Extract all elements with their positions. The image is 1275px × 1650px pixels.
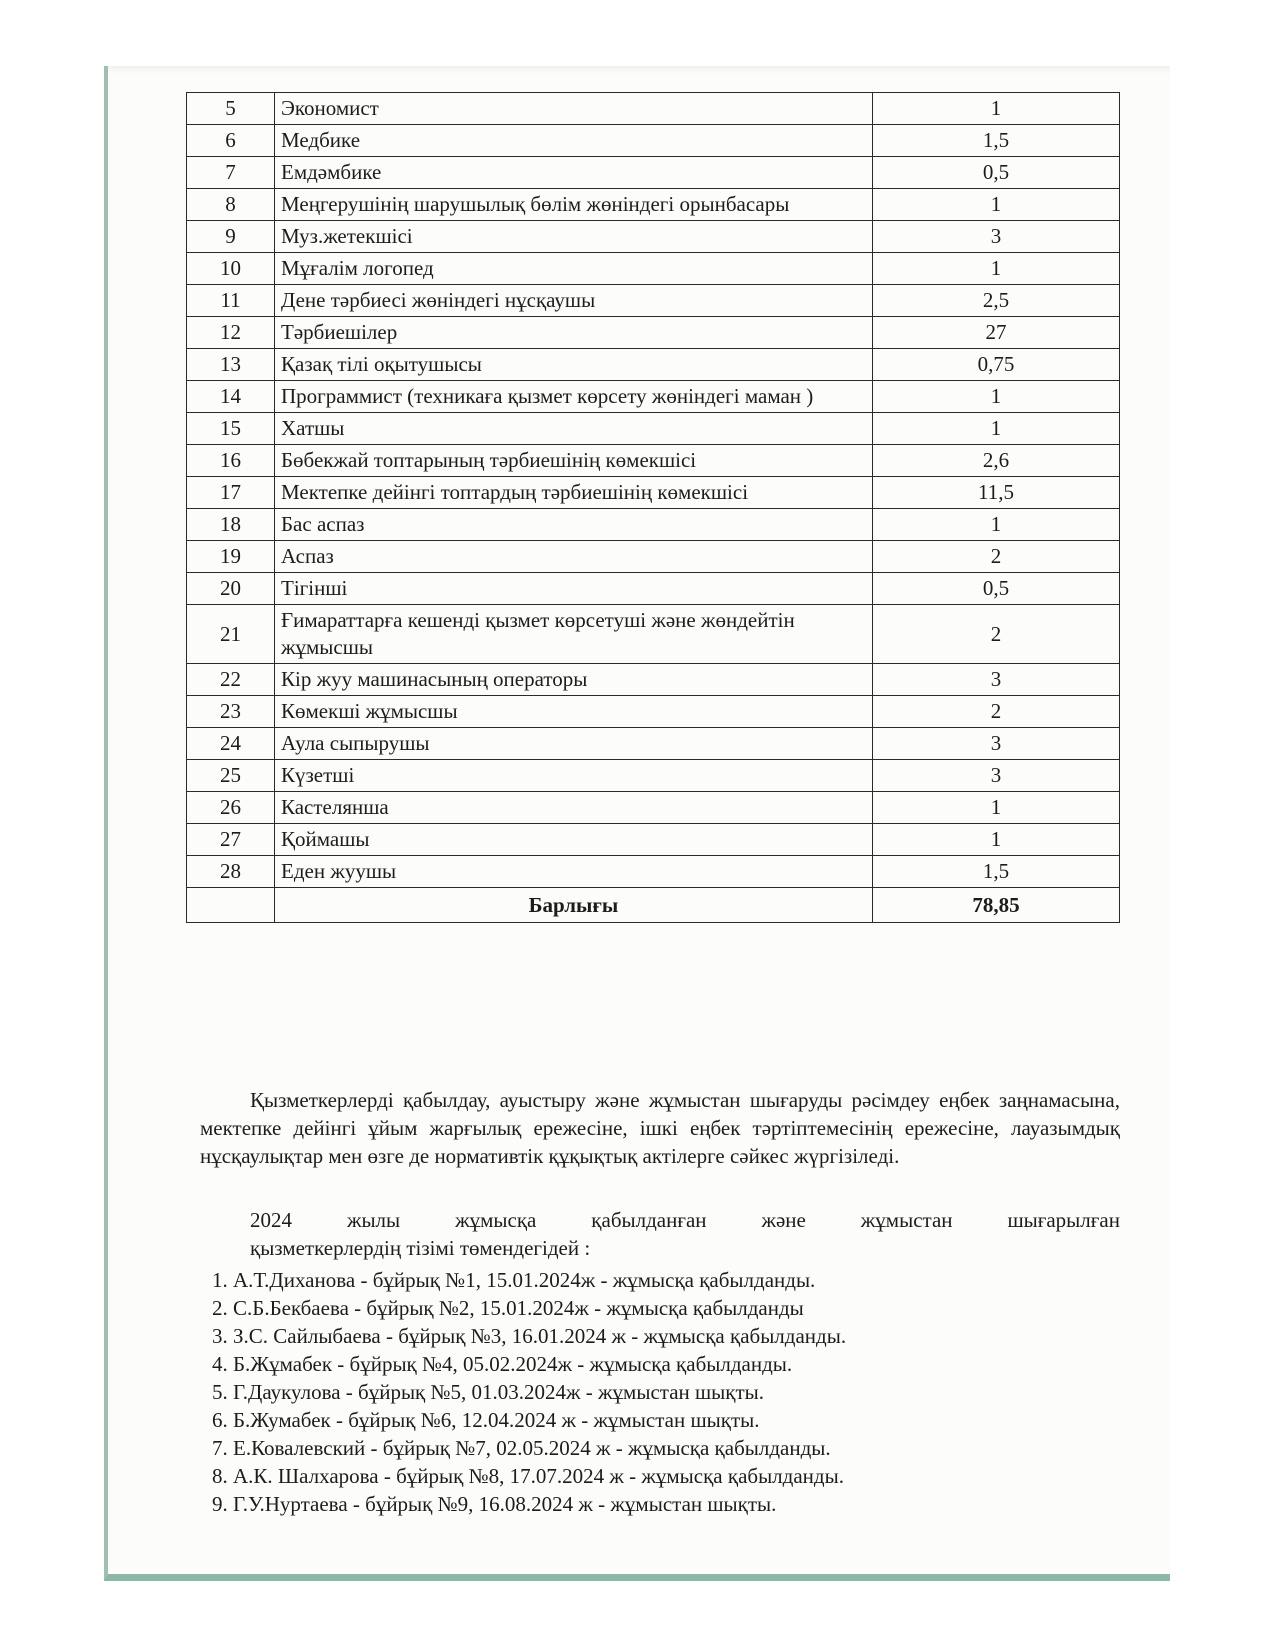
table-row	[187, 93, 1120, 125]
row-position: Күзетші	[275, 760, 873, 792]
row-count: 1	[873, 189, 1120, 221]
table-row	[187, 696, 1120, 728]
row-position: Тәрбиешілер	[275, 317, 873, 349]
row-number: 5	[187, 93, 275, 125]
row-number: 24	[187, 728, 275, 760]
row-position: Көмекші жұмысшы	[275, 696, 873, 728]
row-position: Аула сыпырушы	[275, 728, 873, 760]
row-position: Кастелянша	[275, 792, 873, 824]
table-row	[187, 157, 1120, 189]
row-count: 3	[873, 728, 1120, 760]
row-count: 2	[873, 605, 1120, 664]
row-count: 3	[873, 664, 1120, 696]
table-row	[187, 856, 1120, 888]
hiring-regulation-paragraph: Қызметкерлерді қабылдау, ауыстыру және жұмыстан шығаруды рәсімдеу еңбек заңнамасына, мектепке дейінгі ұйым жарғылық ережесіне, ішкі еңбек тәртіптемесінің ережесіне, лауазымдық нұсқаулықтар мен өзге де нормативтік құқықтық актілерге сәйкес жүргізіледі.	[200, 1088, 1120, 1168]
hire-list-intro-line2: қызметкерлердің тізімі төмендегідей :	[250, 1236, 591, 1260]
row-count: 1	[873, 93, 1120, 125]
table-row	[187, 221, 1120, 253]
row-position: Еден жуушы	[275, 856, 873, 888]
row-position: Қоймашы	[275, 824, 873, 856]
row-number: 10	[187, 253, 275, 285]
list-item: 4. Б.Жұмабек - бұйрық №4, 05.02.2024ж - жұмысқа қабылданды.	[212, 1352, 793, 1376]
row-number: 27	[187, 824, 275, 856]
row-number: 13	[187, 349, 275, 381]
row-position: Программист (техникаға қызмет көрсету жөніндегі маман )	[275, 381, 873, 413]
row-number: 12	[187, 317, 275, 349]
row-number: 20	[187, 573, 275, 605]
total-label: Барлығы	[275, 888, 873, 923]
intro-word: жылы	[346, 1208, 401, 1232]
row-number: 11	[187, 285, 275, 317]
row-number: 28	[187, 856, 275, 888]
table-row	[187, 792, 1120, 824]
list-item: 5. Г.Даукулова - бұйрық №5, 01.03.2024ж - жұмыстан шықты.	[212, 1380, 765, 1404]
total-row	[187, 888, 1120, 923]
row-count: 2,5	[873, 285, 1120, 317]
list-item: 7. Е.Ковалевский - бұйрық №7, 02.05.2024 ж - жұмысқа қабылданды.	[212, 1436, 831, 1460]
staff-table-body	[187, 93, 1120, 888]
row-number: 14	[187, 381, 275, 413]
row-position: Муз.жетекшісі	[275, 221, 873, 253]
row-number: 25	[187, 760, 275, 792]
hire-list-intro	[200, 1206, 1120, 1262]
list-item: 2. С.Б.Бекбаева - бұйрық №2, 15.01.2024ж - жұмысқа қабылданды	[212, 1296, 804, 1320]
row-position: Бас аспаз	[275, 509, 873, 541]
table-row	[187, 285, 1120, 317]
list-item: 3. З.С. Сайлыбаева - бұйрық №3, 16.01.2024 ж - жұмысқа қабылданды.	[212, 1324, 847, 1348]
row-count: 27	[873, 317, 1120, 349]
row-count: 1,5	[873, 856, 1120, 888]
table-row	[187, 445, 1120, 477]
row-count: 0,5	[873, 157, 1120, 189]
row-count: 3	[873, 221, 1120, 253]
row-number: 26	[187, 792, 275, 824]
total-empty-cell	[187, 888, 275, 923]
staff-table	[186, 92, 1120, 923]
table-row	[187, 349, 1120, 381]
row-position: Медбике	[275, 125, 873, 157]
table-row	[187, 509, 1120, 541]
list-item: 9. Г.У.Нуртаева - бұйрық №9, 16.08.2024 ж - жұмыстан шықты.	[212, 1492, 777, 1516]
row-position: Бөбекжай топтарының тәрбиешінің көмекшісі	[275, 445, 873, 477]
row-number: 21	[187, 605, 275, 664]
row-position: Ғимараттарға кешенді қызмет көрсетуші және жөндейтін жұмысшы	[275, 605, 873, 664]
row-number: 16	[187, 445, 275, 477]
row-position: Мектепке дейінгі топтардың тәрбиешінің көмекшісі	[275, 477, 873, 509]
row-position: Қазақ тілі оқытушысы	[275, 349, 873, 381]
table-row	[187, 189, 1120, 221]
row-count: 11,5	[873, 477, 1120, 509]
table-row	[187, 760, 1120, 792]
row-count: 3	[873, 760, 1120, 792]
table-row	[187, 477, 1120, 509]
row-count: 2	[873, 696, 1120, 728]
row-position: Емдәмбике	[275, 157, 873, 189]
row-count: 2	[873, 541, 1120, 573]
row-position: Хатшы	[275, 413, 873, 445]
hire-list-intro-line1	[200, 1206, 1120, 1234]
row-number: 9	[187, 221, 275, 253]
row-position: Дене тәрбиесі жөніндегі нұсқаушы	[275, 285, 873, 317]
table-row	[187, 253, 1120, 285]
row-position: Аспаз	[275, 541, 873, 573]
row-count: 2,6	[873, 445, 1120, 477]
table-row	[187, 605, 1120, 664]
row-number: 7	[187, 157, 275, 189]
table-row	[187, 413, 1120, 445]
intro-word: шығарылған	[1007, 1208, 1120, 1232]
row-count: 1	[873, 413, 1120, 445]
table-row	[187, 541, 1120, 573]
row-position: Кір жуу машинасының операторы	[275, 664, 873, 696]
row-number: 6	[187, 125, 275, 157]
list-item: 8. А.К. Шалхарова - бұйрық №8, 17.07.2024 ж - жұмысқа қабылданды.	[212, 1464, 844, 1488]
row-count: 1	[873, 824, 1120, 856]
intro-word: және	[761, 1208, 806, 1232]
table-row	[187, 728, 1120, 760]
table-row	[187, 125, 1120, 157]
list-item: 6. Б.Жумабек - бұйрық №6, 12.04.2024 ж - жұмыстан шықты.	[212, 1408, 760, 1432]
intro-word: қабылданған	[591, 1208, 707, 1232]
row-number: 17	[187, 477, 275, 509]
table-row	[187, 573, 1120, 605]
row-count: 1	[873, 792, 1120, 824]
intro-word: жұмыстан	[860, 1208, 953, 1232]
intro-word: жұмысқа	[455, 1208, 537, 1232]
row-number: 22	[187, 664, 275, 696]
total-value: 78,85	[873, 888, 1120, 923]
row-position: Экономист	[275, 93, 873, 125]
row-count: 1,5	[873, 125, 1120, 157]
table-row	[187, 317, 1120, 349]
row-position: Меңгерушінің шарушылық бөлім жөніндегі орынбасары	[275, 189, 873, 221]
table-row	[187, 664, 1120, 696]
table-row	[187, 381, 1120, 413]
row-count: 1	[873, 509, 1120, 541]
hire-list	[212, 1266, 846, 1518]
row-count: 1	[873, 381, 1120, 413]
row-number: 23	[187, 696, 275, 728]
row-number: 8	[187, 189, 275, 221]
row-number: 15	[187, 413, 275, 445]
intro-word: 2024	[250, 1208, 292, 1232]
list-item: 1. А.Т.Диханова - бұйрық №1, 15.01.2024ж - жұмысқа қабылданды.	[212, 1268, 816, 1292]
table-row	[187, 824, 1120, 856]
row-count: 0,5	[873, 573, 1120, 605]
row-position: Мұғалім логопед	[275, 253, 873, 285]
row-number: 19	[187, 541, 275, 573]
row-count: 1	[873, 253, 1120, 285]
row-count: 0,75	[873, 349, 1120, 381]
row-number: 18	[187, 509, 275, 541]
row-position: Тігінші	[275, 573, 873, 605]
document-page	[104, 66, 1170, 1581]
